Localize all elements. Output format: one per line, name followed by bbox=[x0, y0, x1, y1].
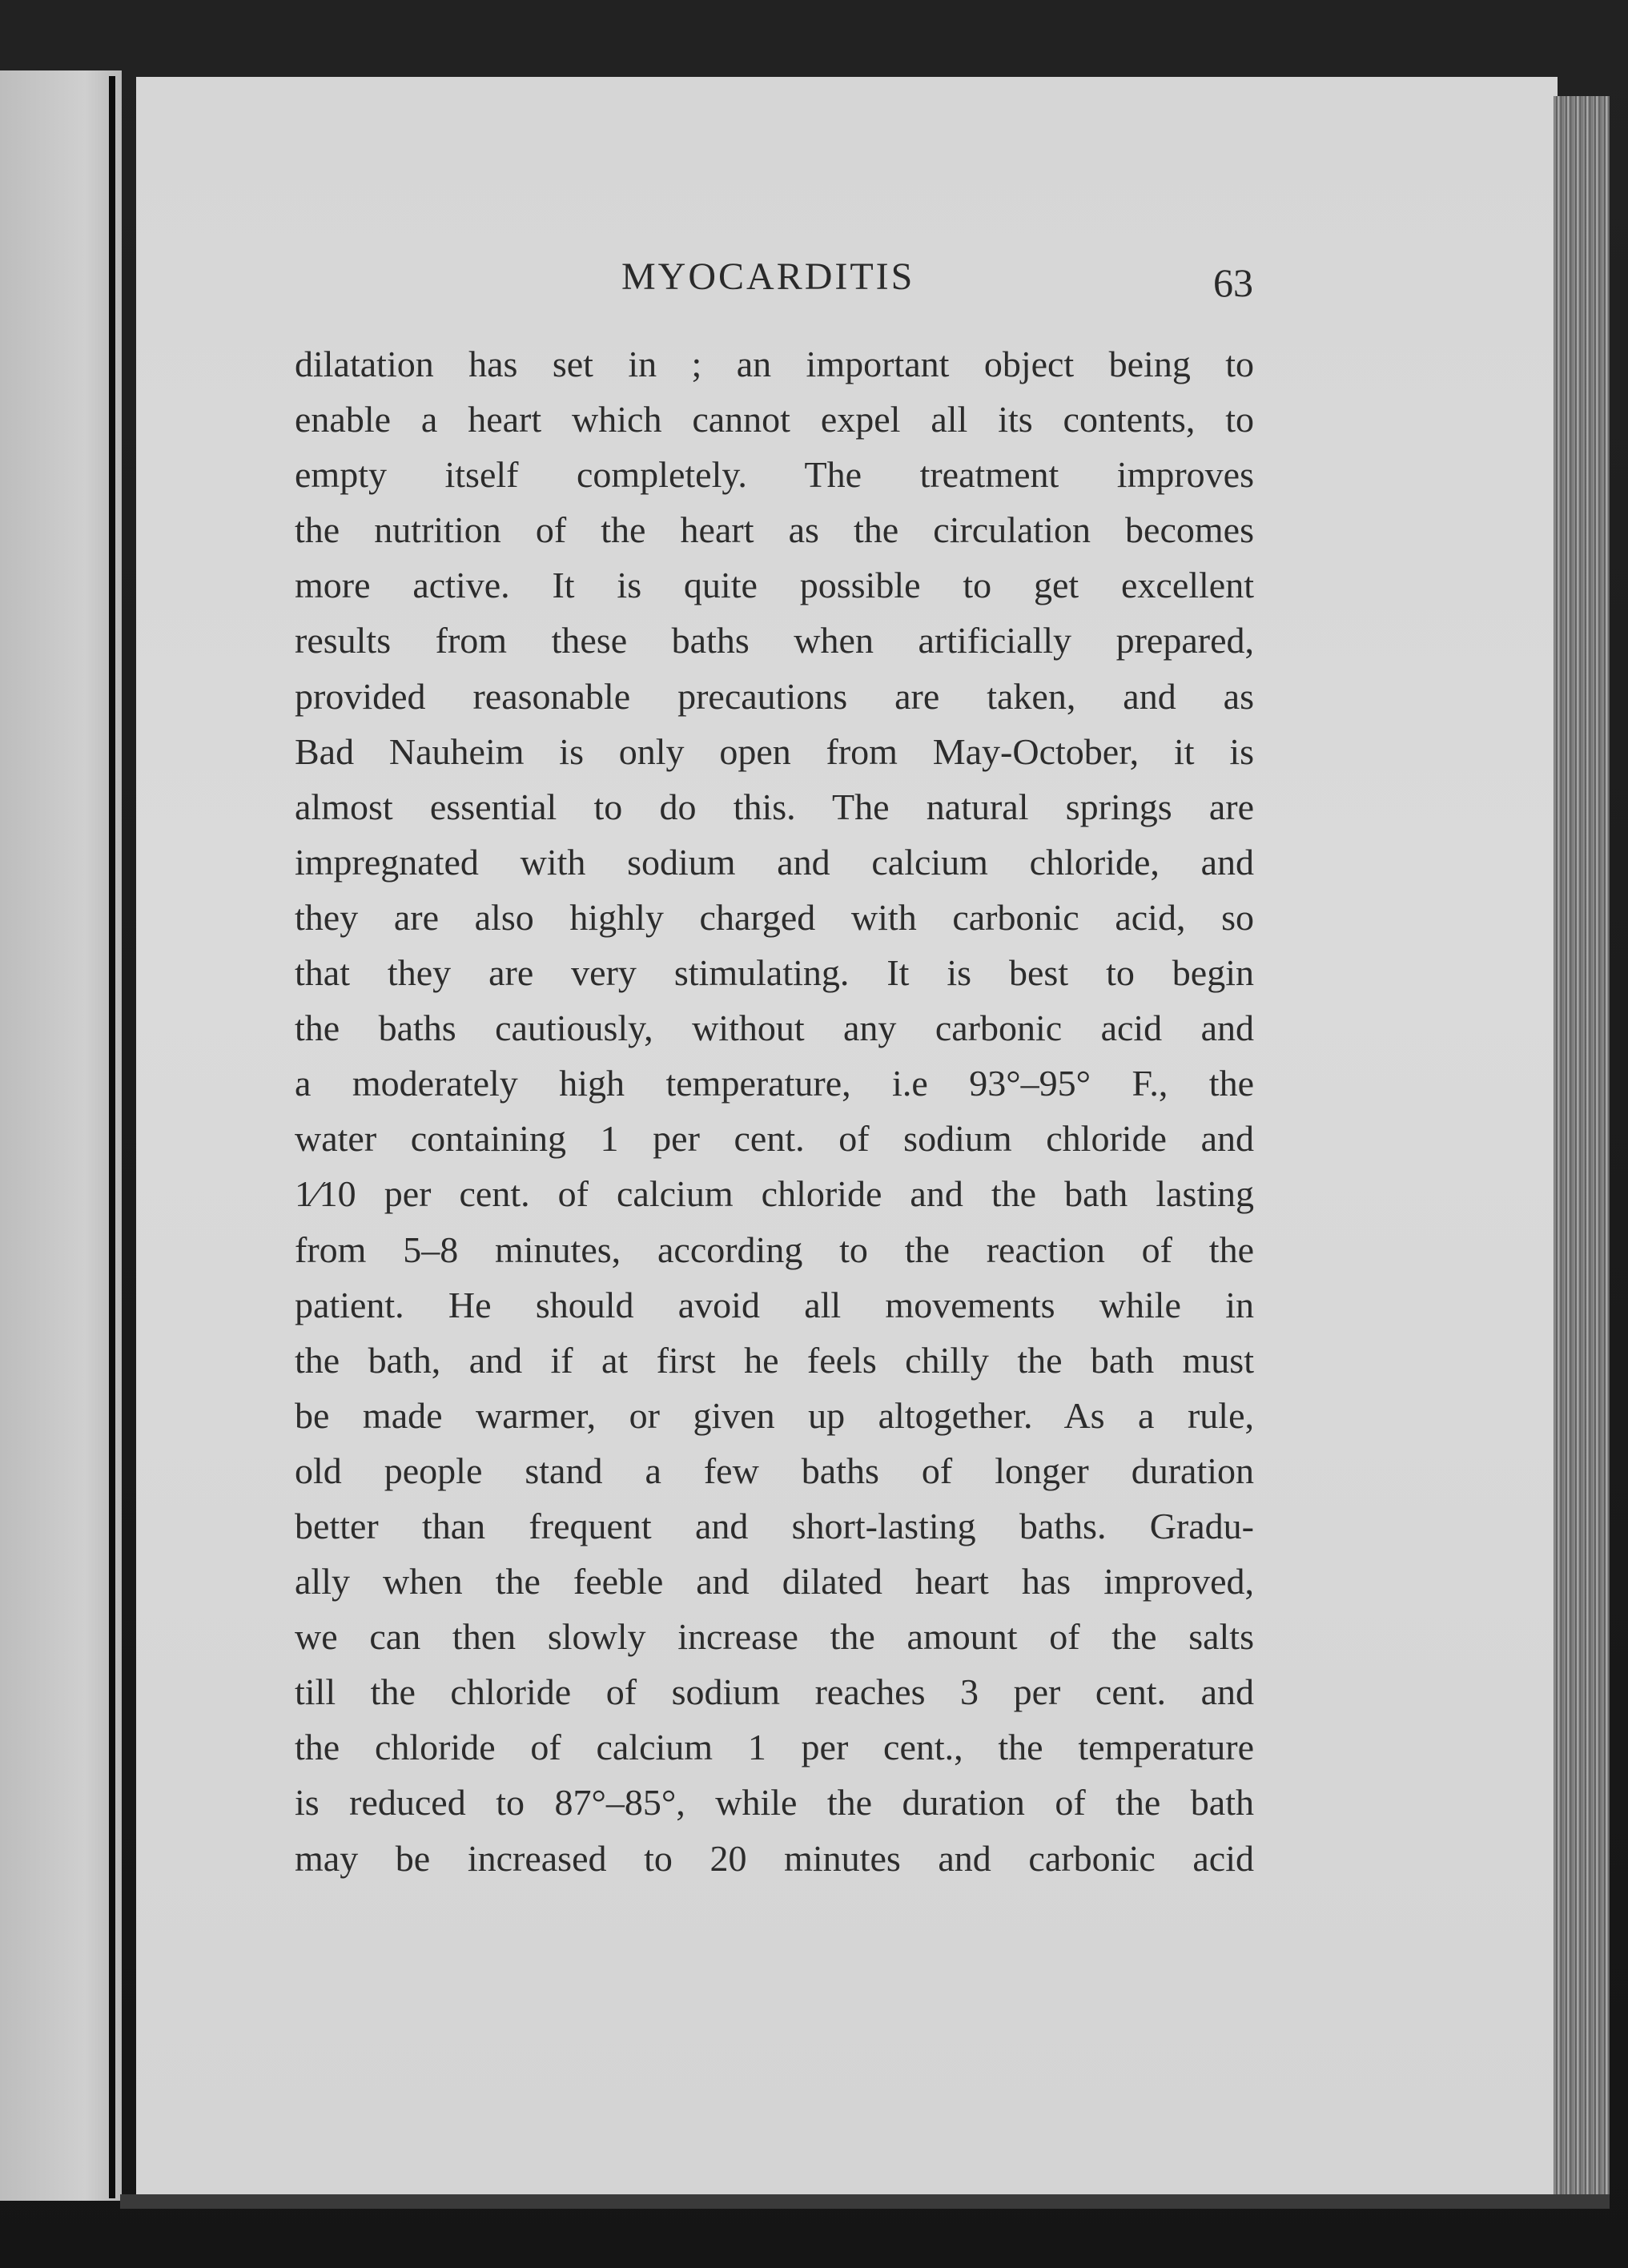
text-line: empty itself completely. The treatment improves bbox=[295, 454, 1254, 496]
text-line: be made warmer, or given up altogether. As a rule, bbox=[295, 1394, 1254, 1436]
text-line: almost essential to do this. The natural springs are bbox=[295, 786, 1254, 827]
text-line: we can then slowly increase the amount of the salts bbox=[295, 1616, 1254, 1658]
text-line: Bad Nauheim is only open from May-October, it is bbox=[295, 730, 1254, 772]
text-line: a moderately high temperature, i.e 93°–95° F., the bbox=[295, 1063, 1254, 1104]
text-line: patient. He should avoid all movements while in bbox=[295, 1284, 1254, 1325]
text-line: is reduced to 87°–85°, while the duration of the bath bbox=[295, 1782, 1254, 1824]
text-line: provided reasonable precautions are taken, and as bbox=[295, 675, 1254, 717]
text-line: they are also highly charged with carbonic acid, so bbox=[295, 896, 1254, 938]
text-line: till the chloride of sodium reaches 3 per cent. and bbox=[295, 1671, 1254, 1713]
text-line: impregnated with sodium and calcium chloride, and bbox=[295, 841, 1254, 883]
page-number: 63 bbox=[1213, 260, 1253, 305]
text-line: ally when the feeble and dilated heart has improved, bbox=[295, 1561, 1254, 1602]
text-line: the nutrition of the heart as the circulation becomes bbox=[295, 509, 1254, 551]
book-bottom-edge bbox=[120, 2194, 1610, 2209]
book-gutter bbox=[109, 76, 115, 2198]
body-text bbox=[295, 336, 1254, 1886]
text-line: results from these baths when artificially prepared, bbox=[295, 620, 1254, 662]
chapter-title: MYOCARDITIS bbox=[621, 255, 915, 298]
text-line: 1⁄10 per cent. of calcium chloride and the bath lasting bbox=[295, 1173, 1254, 1215]
text-line: the chloride of calcium 1 per cent., the temperature bbox=[295, 1727, 1254, 1768]
text-line: may be increased to 20 minutes and carbonic acid bbox=[295, 1837, 1254, 1879]
text-line: the baths cautiously, without any carbonic acid and bbox=[295, 1007, 1254, 1049]
text-line: water containing 1 per cent. of sodium chloride and bbox=[295, 1118, 1254, 1160]
text-line: old people stand a few baths of longer duration bbox=[295, 1450, 1254, 1491]
text-line: from 5–8 minutes, according to the reaction of the bbox=[295, 1228, 1254, 1270]
text-line: enable a heart which cannot expel all its contents, to bbox=[295, 399, 1254, 440]
text-line: dilatation has set in ; an important object being to bbox=[295, 344, 1254, 384]
text-line: the bath, and if at first he feels chilly the bath must bbox=[295, 1339, 1254, 1381]
text-line: that they are very stimulating. It is best to begin bbox=[295, 952, 1254, 994]
running-header bbox=[296, 255, 1257, 319]
text-line: better than frequent and short-lasting baths. Gradu- bbox=[295, 1505, 1254, 1546]
text-line: more active. It is quite possible to get excellent bbox=[295, 565, 1254, 606]
previous-page-edge bbox=[0, 70, 122, 2201]
page-stack-edge bbox=[1554, 96, 1610, 2194]
